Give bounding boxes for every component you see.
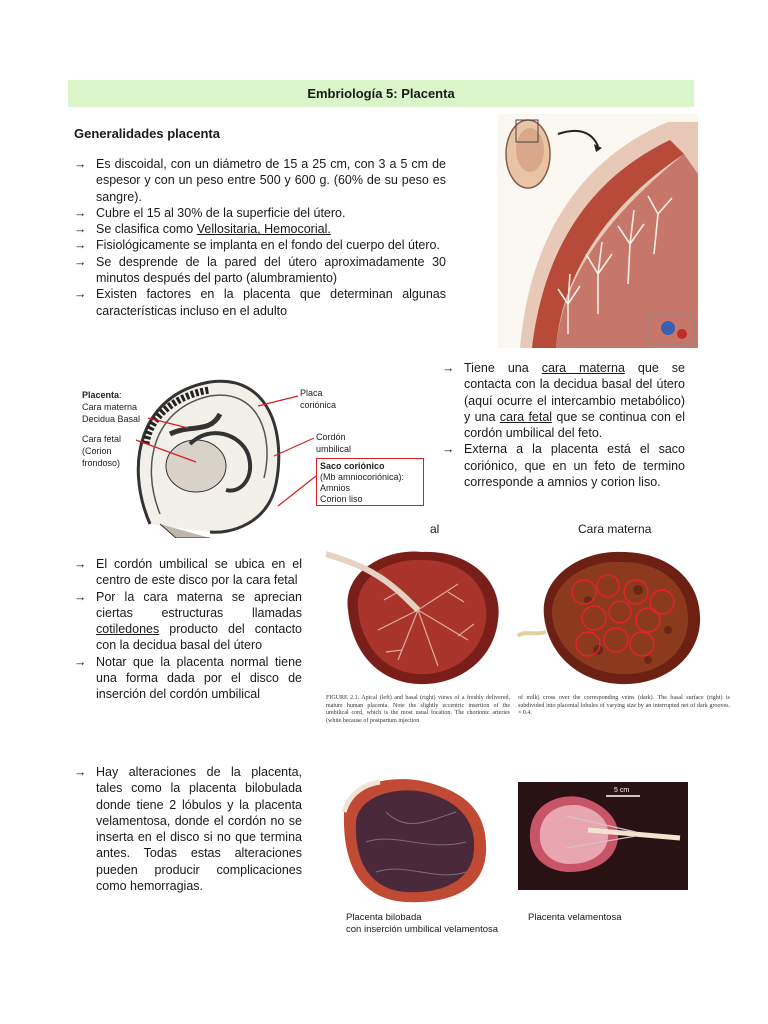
underlined-term: cara fetal — [499, 409, 553, 424]
diagram-label-cordon-2: umbilical — [316, 444, 352, 454]
diagram-label-placa-2: coriónica — [300, 400, 337, 410]
saco-sub: (Mb amniocoriónica): — [320, 472, 405, 482]
diagram-label-corion-frondoso-1: (Corion — [82, 446, 112, 456]
list-item: → El cordón umbilical se ubica en el centro de este disco por la cara fetal — [74, 557, 302, 588]
bullet-list-top — [74, 156, 446, 319]
arrow-icon: → — [74, 287, 87, 302]
list-item: → Existen factores en la placenta que determinan algunas características incluso en el adulto — [74, 287, 446, 318]
list-item: → Es discoidal, con un diámetro de 15 a 25 cm, con 3 a 5 cm de espesor y con un peso entre 500 y 600 g. (60% de su peso es sangre). — [74, 157, 446, 204]
placenta-alterations-photos — [336, 772, 688, 908]
diagram-label-cara-materna: Cara materna — [82, 402, 138, 412]
diagram-label-placa-1: Placa — [300, 388, 323, 398]
underlined-term: Vellositaria, Hemocorial. — [196, 222, 331, 237]
underlined-term: cara materna — [541, 361, 625, 375]
section-heading: Generalidades placenta — [74, 126, 220, 141]
arrow-icon: → — [74, 589, 87, 604]
caption-bilobada — [346, 912, 498, 935]
list-item: → Se clasifica como Vellositaria, Hemocorial. — [74, 222, 331, 237]
figure-caption-left: FIGURE 2.1. Apical (left) and basal (right) views of a freshly delivered, mature human placenta. Note the slightly eccentric insertion of the umbilical cord, which is the most usual location. The chorionic arteries (white because of postpartum injection — [326, 695, 510, 724]
list-item: → Externa a la placenta está el saco coriónico, que en un feto de termino corresponde a amnios y corion liso. — [442, 442, 685, 490]
caption-velamentosa: Placenta velamentosa — [528, 912, 622, 923]
caption-bilobada-line-1: Placenta bilobada — [346, 912, 422, 923]
arrow-icon: → — [74, 254, 87, 269]
list-item: → Tiene una cara materna que se contacta con la decidua basal del útero (aquí ocurre el intercambio metabólico) y una cara fetal que se continua con el cordón umbilical del feto. — [442, 361, 685, 441]
saco-head: Saco coriónico — [320, 461, 385, 471]
bullet-list-right — [442, 360, 685, 490]
alterations-photos-svg — [336, 772, 688, 908]
diagram-label-cordon-1: Cordón — [316, 432, 346, 442]
scale-bar-label: 5 cm — [614, 787, 630, 794]
list-item: → Se desprende de la pared del útero aproximadamente 30 minutos después del parto (alumbramiento) — [74, 254, 446, 286]
list-item: → Cubre el 15 al 30% de la superficie del útero. — [74, 205, 346, 220]
figure-caption-right: of milk) cross over the corresponding veins (dark). The basal surface (right) is subdivided into placental lobules of varying size by an interrupted net of dark grooves. × 0.4. — [518, 695, 730, 716]
diagram-label-placenta: Placenta: — [82, 390, 122, 400]
arrow-icon: → — [74, 238, 87, 253]
arrow-icon: → — [74, 205, 87, 220]
caption-bilobada-line-2: con inserción umbilical velamentosa — [346, 923, 499, 935]
photo-label-cara-fetal: al — [430, 522, 440, 536]
diagram-leader-lines — [78, 366, 438, 538]
page-title: Embriología 5: Placenta — [307, 86, 455, 101]
list-item: → Hay alteraciones de la placenta, tales como la placenta bilobulada donde tiene 2 lóbulos y la placenta velamentosa, donde el cordón no se inserta en el disco si no que termina antes. Todas estas alteraciones pueden producir complicaciones como hemorragias. — [74, 765, 302, 894]
saco-corion-liso: Corion liso — [320, 494, 363, 504]
bullet-list-bottom — [74, 764, 302, 894]
diagram-label-decidua-basal: Decidua Basal — [82, 414, 141, 424]
arrow-icon: → — [442, 361, 455, 375]
diagram-label-corion-frondoso-2: frondoso) — [82, 458, 121, 468]
saco-amnios: Amnios — [320, 483, 351, 493]
page-title-bar — [68, 80, 694, 107]
photo-label-cara-materna: Cara materna — [578, 522, 652, 536]
arrow-icon: → — [74, 557, 87, 571]
arrow-icon: → — [74, 765, 87, 779]
list-item: → Notar que la placenta normal tiene una forma dada por el disco de inserción del cordón umbilical — [74, 654, 302, 702]
placenta-diagram — [78, 366, 438, 538]
arrow-icon: → — [74, 222, 87, 237]
uterus-wall-svg — [498, 114, 698, 348]
placenta-photos-svg — [318, 540, 730, 690]
list-item: → Por la cara materna se aprecian ciertas estructuras llamadas cotiledones producto del contacto con la decidua basal del útero — [74, 589, 302, 653]
underlined-term: cotiledones — [96, 622, 160, 637]
arrow-icon: → — [74, 654, 87, 669]
diagram-label-cara-fetal: Cara fetal — [82, 434, 122, 444]
placenta-photos — [318, 540, 730, 690]
bullet-list-middle — [74, 556, 302, 703]
uterus-wall-illustration — [498, 114, 698, 348]
list-item: → Fisiológicamente se implanta en el fondo del cuerpo del útero. — [74, 238, 440, 253]
arrow-icon: → — [74, 157, 87, 171]
arrow-icon: → — [442, 442, 455, 457]
